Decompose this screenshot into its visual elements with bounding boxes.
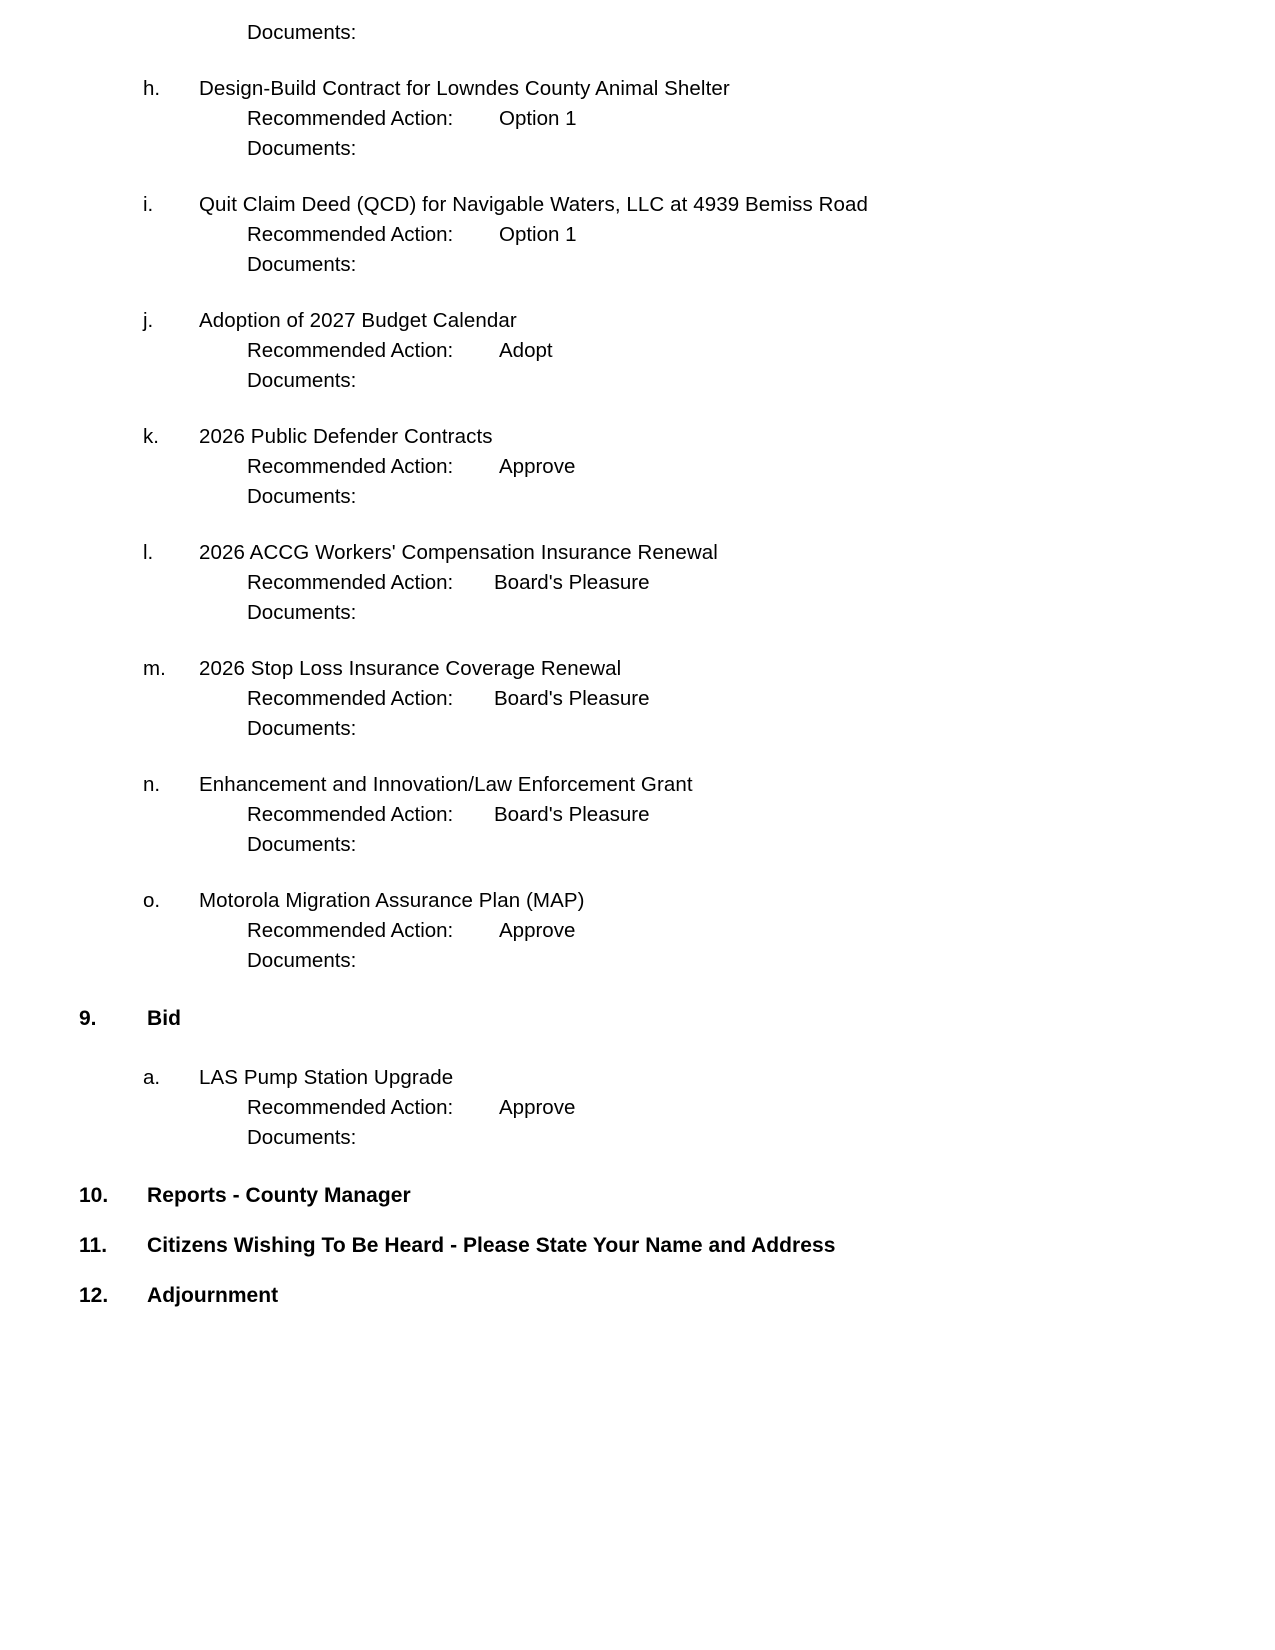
recommended-action-label: Recommended Action: bbox=[247, 687, 454, 710]
recommended-action-line bbox=[0, 916, 1275, 946]
agenda-item-n[interactable] bbox=[0, 769, 1275, 860]
item-letter: l. bbox=[143, 541, 154, 564]
documents-label: Documents: bbox=[247, 601, 357, 624]
item-title[interactable]: 2026 ACCG Workers' Compensation Insurance Renewal bbox=[199, 541, 718, 564]
section-adjournment[interactable] bbox=[0, 1280, 1275, 1312]
agenda-item-k[interactable] bbox=[0, 421, 1275, 512]
recommended-action-value: Approve bbox=[499, 919, 576, 942]
section-gap bbox=[0, 1212, 1275, 1230]
documents-label: Documents: bbox=[247, 253, 357, 276]
recommended-action-line bbox=[0, 1093, 1275, 1123]
recommended-action-value: Approve bbox=[499, 455, 576, 478]
item-title[interactable]: Design-Build Contract for Lowndes County Animal Shelter bbox=[199, 77, 730, 100]
documents-line bbox=[0, 250, 1275, 280]
item-title[interactable]: LAS Pump Station Upgrade bbox=[199, 1066, 454, 1089]
agenda-item-o[interactable] bbox=[0, 885, 1275, 976]
item-title[interactable]: Quit Claim Deed (QCD) for Navigable Waters, LLC at 4939 Bemiss Road bbox=[199, 193, 869, 216]
section-title[interactable]: Reports - County Manager bbox=[147, 1184, 411, 1207]
section-reports-county-manager[interactable] bbox=[0, 1180, 1275, 1212]
section-title[interactable]: Bid bbox=[147, 1007, 181, 1030]
agenda-item-heading bbox=[0, 1062, 1275, 1093]
item-title[interactable]: Enhancement and Innovation/Law Enforcement Grant bbox=[199, 773, 693, 796]
agenda-item-heading bbox=[0, 305, 1275, 336]
recommended-action-line bbox=[0, 336, 1275, 366]
recommended-action-value: Approve bbox=[499, 1096, 576, 1119]
documents-label: Documents: bbox=[247, 717, 357, 740]
section-gap bbox=[0, 1262, 1275, 1280]
entry-gap bbox=[0, 512, 1275, 537]
recommended-action-label: Recommended Action: bbox=[247, 107, 454, 130]
documents-label: Documents: bbox=[247, 21, 357, 44]
entry-gap bbox=[0, 744, 1275, 769]
item-letter: m. bbox=[143, 657, 166, 680]
agenda-item-j[interactable] bbox=[0, 305, 1275, 396]
agenda-item-heading bbox=[0, 73, 1275, 104]
entry-gap bbox=[0, 860, 1275, 885]
item-title[interactable]: Motorola Migration Assurance Plan (MAP) bbox=[199, 889, 585, 912]
section-title[interactable]: Adjournment bbox=[147, 1284, 279, 1307]
documents-label: Documents: bbox=[247, 833, 357, 856]
item-letter: j. bbox=[143, 309, 154, 332]
documents-label: Documents: bbox=[247, 1126, 357, 1149]
section-number: 9. bbox=[79, 1007, 97, 1030]
item-letter: k. bbox=[143, 425, 159, 448]
agenda-item-heading bbox=[0, 421, 1275, 452]
recommended-action-line bbox=[0, 800, 1275, 830]
section-gap bbox=[0, 1153, 1275, 1180]
recommended-action-label: Recommended Action: bbox=[247, 223, 454, 246]
documents-line bbox=[0, 830, 1275, 860]
item-letter: o. bbox=[143, 889, 161, 912]
section-number: 10. bbox=[79, 1184, 109, 1207]
recommended-action-label: Recommended Action: bbox=[247, 803, 454, 826]
recommended-action-line bbox=[0, 104, 1275, 134]
documents-line bbox=[0, 598, 1275, 628]
agenda-item-heading bbox=[0, 769, 1275, 800]
agenda-item-l[interactable] bbox=[0, 537, 1275, 628]
recommended-action-line bbox=[0, 220, 1275, 250]
agenda-item-heading bbox=[0, 653, 1275, 684]
documents-label: Documents: bbox=[247, 137, 357, 160]
entry-gap bbox=[0, 48, 1275, 73]
documents-line bbox=[0, 1123, 1275, 1153]
recommended-action-value: Option 1 bbox=[499, 223, 577, 246]
documents-line bbox=[0, 714, 1275, 744]
recommended-action-line bbox=[0, 684, 1275, 714]
recommended-action-value: Board's Pleasure bbox=[494, 687, 650, 710]
recommended-action-value: Adopt bbox=[499, 339, 553, 362]
agenda-item-heading bbox=[0, 537, 1275, 568]
documents-label: Documents: bbox=[247, 369, 357, 392]
documents-line bbox=[0, 482, 1275, 512]
section-bid[interactable] bbox=[0, 1003, 1275, 1035]
documents-line bbox=[0, 366, 1275, 396]
entry-gap bbox=[0, 396, 1275, 421]
recommended-action-label: Recommended Action: bbox=[247, 919, 454, 942]
entry-gap bbox=[0, 164, 1275, 189]
item-title[interactable]: 2026 Stop Loss Insurance Coverage Renewal bbox=[199, 657, 622, 680]
documents-label: Documents: bbox=[247, 949, 357, 972]
recommended-action-label: Recommended Action: bbox=[247, 455, 454, 478]
agenda-item-bid-a[interactable] bbox=[0, 1062, 1275, 1153]
section-citizens-wishing-to-be-heard[interactable] bbox=[0, 1230, 1275, 1262]
recommended-action-line bbox=[0, 568, 1275, 598]
documents-line bbox=[0, 946, 1275, 976]
item-letter: i. bbox=[143, 193, 154, 216]
recommended-action-value: Option 1 bbox=[499, 107, 577, 130]
section-number: 11. bbox=[79, 1234, 108, 1257]
agenda-item-m[interactable] bbox=[0, 653, 1275, 744]
documents-label: Documents: bbox=[247, 485, 357, 508]
entry-gap bbox=[0, 628, 1275, 653]
recommended-action-label: Recommended Action: bbox=[247, 339, 454, 362]
recommended-action-line bbox=[0, 452, 1275, 482]
item-letter: h. bbox=[143, 77, 161, 100]
agenda-item-h[interactable] bbox=[0, 73, 1275, 164]
recommended-action-value: Board's Pleasure bbox=[494, 571, 650, 594]
documents-line bbox=[0, 134, 1275, 164]
item-title[interactable]: Adoption of 2027 Budget Calendar bbox=[199, 309, 517, 332]
agenda-item-heading bbox=[0, 885, 1275, 916]
item-letter: n. bbox=[143, 773, 161, 796]
section-gap bbox=[0, 1035, 1275, 1062]
carryover-documents-line bbox=[0, 18, 1275, 48]
item-title[interactable]: 2026 Public Defender Contracts bbox=[199, 425, 493, 448]
section-gap bbox=[0, 976, 1275, 1003]
section-title[interactable]: Citizens Wishing To Be Heard - Please State Your Name and Address bbox=[147, 1234, 836, 1257]
agenda-item-i[interactable] bbox=[0, 189, 1275, 280]
recommended-action-value: Board's Pleasure bbox=[494, 803, 650, 826]
section-number: 12. bbox=[79, 1284, 109, 1307]
entry-gap bbox=[0, 280, 1275, 305]
recommended-action-label: Recommended Action: bbox=[247, 571, 454, 594]
item-letter: a. bbox=[143, 1066, 161, 1089]
top-margin-spacer bbox=[0, 0, 1275, 18]
agenda-item-heading bbox=[0, 189, 1275, 220]
recommended-action-label: Recommended Action: bbox=[247, 1096, 454, 1119]
